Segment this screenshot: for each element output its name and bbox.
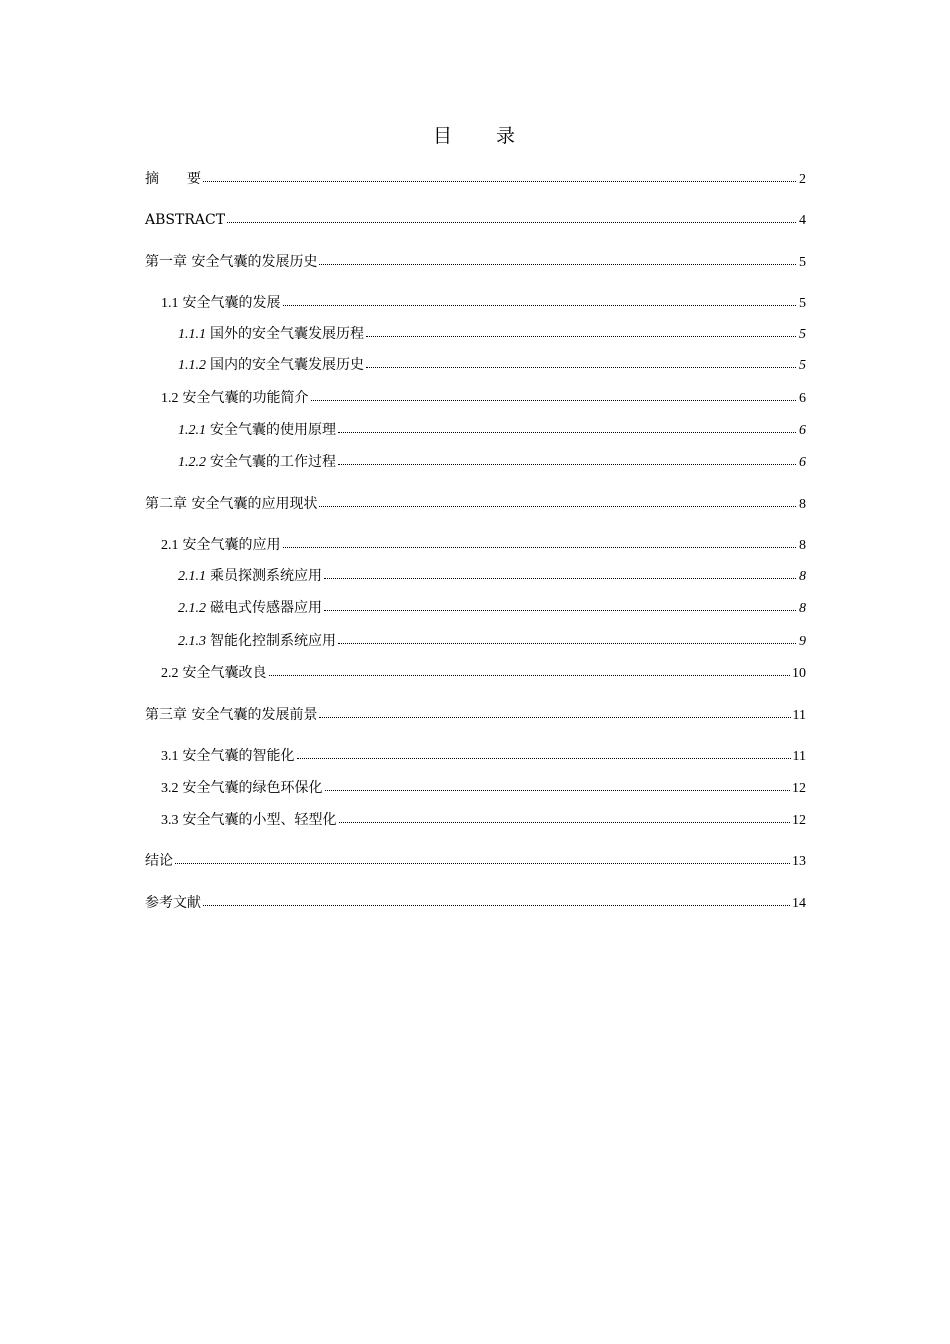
toc-entry-title: 第三章 安全气囊的发展前景 <box>145 707 318 723</box>
toc-entry-page: 6 <box>799 423 806 438</box>
toc-entry-title: 安全气囊的智能化 <box>182 748 295 764</box>
toc-dot-leader <box>319 496 796 508</box>
toc-entry-title: 国外的安全气囊发展历程 <box>210 326 364 342</box>
toc-entry-title: 安全气囊的小型、轻型化 <box>182 812 337 828</box>
toc-dot-leader <box>283 537 797 549</box>
toc-entry-number: 2.1.3 <box>178 634 206 649</box>
toc-entry[interactable] <box>178 325 806 344</box>
toc-entry[interactable] <box>161 747 806 766</box>
toc-entry[interactable] <box>145 852 806 871</box>
toc-entry-title: 第二章 安全气囊的应用现状 <box>145 496 318 512</box>
toc-entry-number: 1.2.1 <box>178 423 206 438</box>
toc-dot-leader <box>366 326 796 338</box>
toc-entry-page: 8 <box>799 538 806 553</box>
toc-dot-leader <box>319 707 790 719</box>
toc-title-char-2: 录 <box>496 125 518 147</box>
toc-entry-number: 2.1.1 <box>178 569 206 584</box>
toc-entry-page: 9 <box>799 634 806 649</box>
toc-entry[interactable] <box>145 706 806 725</box>
toc-entry-number: 2.2 <box>161 666 179 681</box>
toc-title <box>0 121 950 148</box>
toc-dot-leader <box>324 600 796 612</box>
toc-entry-page: 11 <box>792 749 806 764</box>
toc-entry-title: ABSTRACT <box>145 212 226 228</box>
toc-dot-leader <box>203 895 790 907</box>
toc-entry-page: 5 <box>799 358 806 373</box>
toc-entry-page: 2 <box>799 172 806 187</box>
toc-entry-page: 8 <box>799 601 806 616</box>
toc-entry-number: 2.1.2 <box>178 601 206 616</box>
toc-entry-page: 6 <box>799 391 806 406</box>
toc-dot-leader <box>338 422 796 434</box>
toc-entry[interactable] <box>161 389 806 408</box>
toc-entry-title: 国内的安全气囊发展历史 <box>210 357 364 373</box>
toc-entry-page: 11 <box>792 708 806 723</box>
toc-dot-leader <box>269 665 791 677</box>
toc-entry-number: 3.3 <box>161 813 179 828</box>
toc-entry-number: 2.1 <box>161 538 179 553</box>
toc-entry-number: 1.2 <box>161 391 179 406</box>
toc-entry-page: 12 <box>792 813 806 828</box>
toc-entry[interactable] <box>145 495 806 514</box>
toc-entry-title: 安全气囊的绿色环保化 <box>182 780 323 796</box>
toc-dot-leader <box>325 780 791 792</box>
toc-dot-leader <box>297 748 791 760</box>
toc-dot-leader <box>311 390 797 402</box>
toc-entry-page: 5 <box>799 327 806 342</box>
toc-dot-leader <box>339 812 791 824</box>
toc-entry-title: 乘员探测系统应用 <box>210 568 322 584</box>
toc-entry-title: 摘 要 <box>145 171 201 187</box>
toc-entry[interactable] <box>161 536 806 555</box>
toc-entry-title: 安全气囊的应用 <box>182 537 281 553</box>
toc-entry-number: 1.2.2 <box>178 455 206 470</box>
toc-entry-title: 参考文献 <box>145 895 201 911</box>
toc-entry[interactable] <box>178 632 806 651</box>
toc-entry-title: 第一章 安全气囊的发展历史 <box>145 254 318 270</box>
toc-dot-leader <box>203 171 796 183</box>
toc-entry-page: 5 <box>799 296 806 311</box>
toc-entry-title: 智能化控制系统应用 <box>210 633 336 649</box>
toc-dot-leader <box>338 454 796 466</box>
toc-entry-title: 安全气囊的功能简介 <box>182 390 309 406</box>
toc-entry[interactable] <box>145 170 806 189</box>
toc-entry-title: 安全气囊的使用原理 <box>210 422 336 438</box>
toc-entry[interactable] <box>145 253 806 272</box>
toc-entry-page: 10 <box>792 666 806 681</box>
toc-dot-leader <box>227 212 796 224</box>
toc-dot-leader <box>324 568 796 580</box>
toc-entry-title: 安全气囊的发展 <box>182 295 281 311</box>
toc-entry-page: 4 <box>799 213 806 228</box>
toc-entry-number: 1.1.1 <box>178 327 206 342</box>
toc-title-char-1: 目 <box>432 125 454 147</box>
toc-entry[interactable] <box>161 811 806 830</box>
toc-entry[interactable] <box>178 453 806 472</box>
toc-dot-leader <box>366 357 796 369</box>
toc-entry[interactable] <box>178 599 806 618</box>
toc-entry-number: 1.1.2 <box>178 358 206 373</box>
toc-entry-title: 结论 <box>145 853 173 869</box>
toc-entry-page: 5 <box>799 255 806 270</box>
toc-entry-page: 12 <box>792 781 806 796</box>
toc-entry[interactable] <box>178 567 806 586</box>
toc-entry-page: 6 <box>799 455 806 470</box>
toc-entry-number: 1.1 <box>161 296 179 311</box>
toc-entry[interactable] <box>178 356 806 375</box>
toc-entry-title: 安全气囊的工作过程 <box>210 454 336 470</box>
toc-entry[interactable] <box>145 211 806 230</box>
toc-dot-leader <box>283 295 797 307</box>
toc-entry-page: 13 <box>792 854 806 869</box>
toc-entry-title: 安全气囊改良 <box>182 665 267 681</box>
toc-entry[interactable] <box>145 894 806 913</box>
toc-entry-number: 3.2 <box>161 781 179 796</box>
toc-entry-page: 8 <box>799 497 806 512</box>
toc-dot-leader <box>338 633 796 645</box>
toc-entry-title: 磁电式传感器应用 <box>210 600 322 616</box>
toc-entry[interactable] <box>161 779 806 798</box>
toc-entry[interactable] <box>178 421 806 440</box>
toc-entry-page: 8 <box>799 569 806 584</box>
toc-entry[interactable] <box>161 294 806 313</box>
toc-entry-page: 14 <box>792 896 806 911</box>
toc-dot-leader <box>175 853 790 865</box>
toc-entry[interactable] <box>161 664 806 683</box>
toc-entry-number: 3.1 <box>161 749 179 764</box>
toc-dot-leader <box>319 254 796 266</box>
